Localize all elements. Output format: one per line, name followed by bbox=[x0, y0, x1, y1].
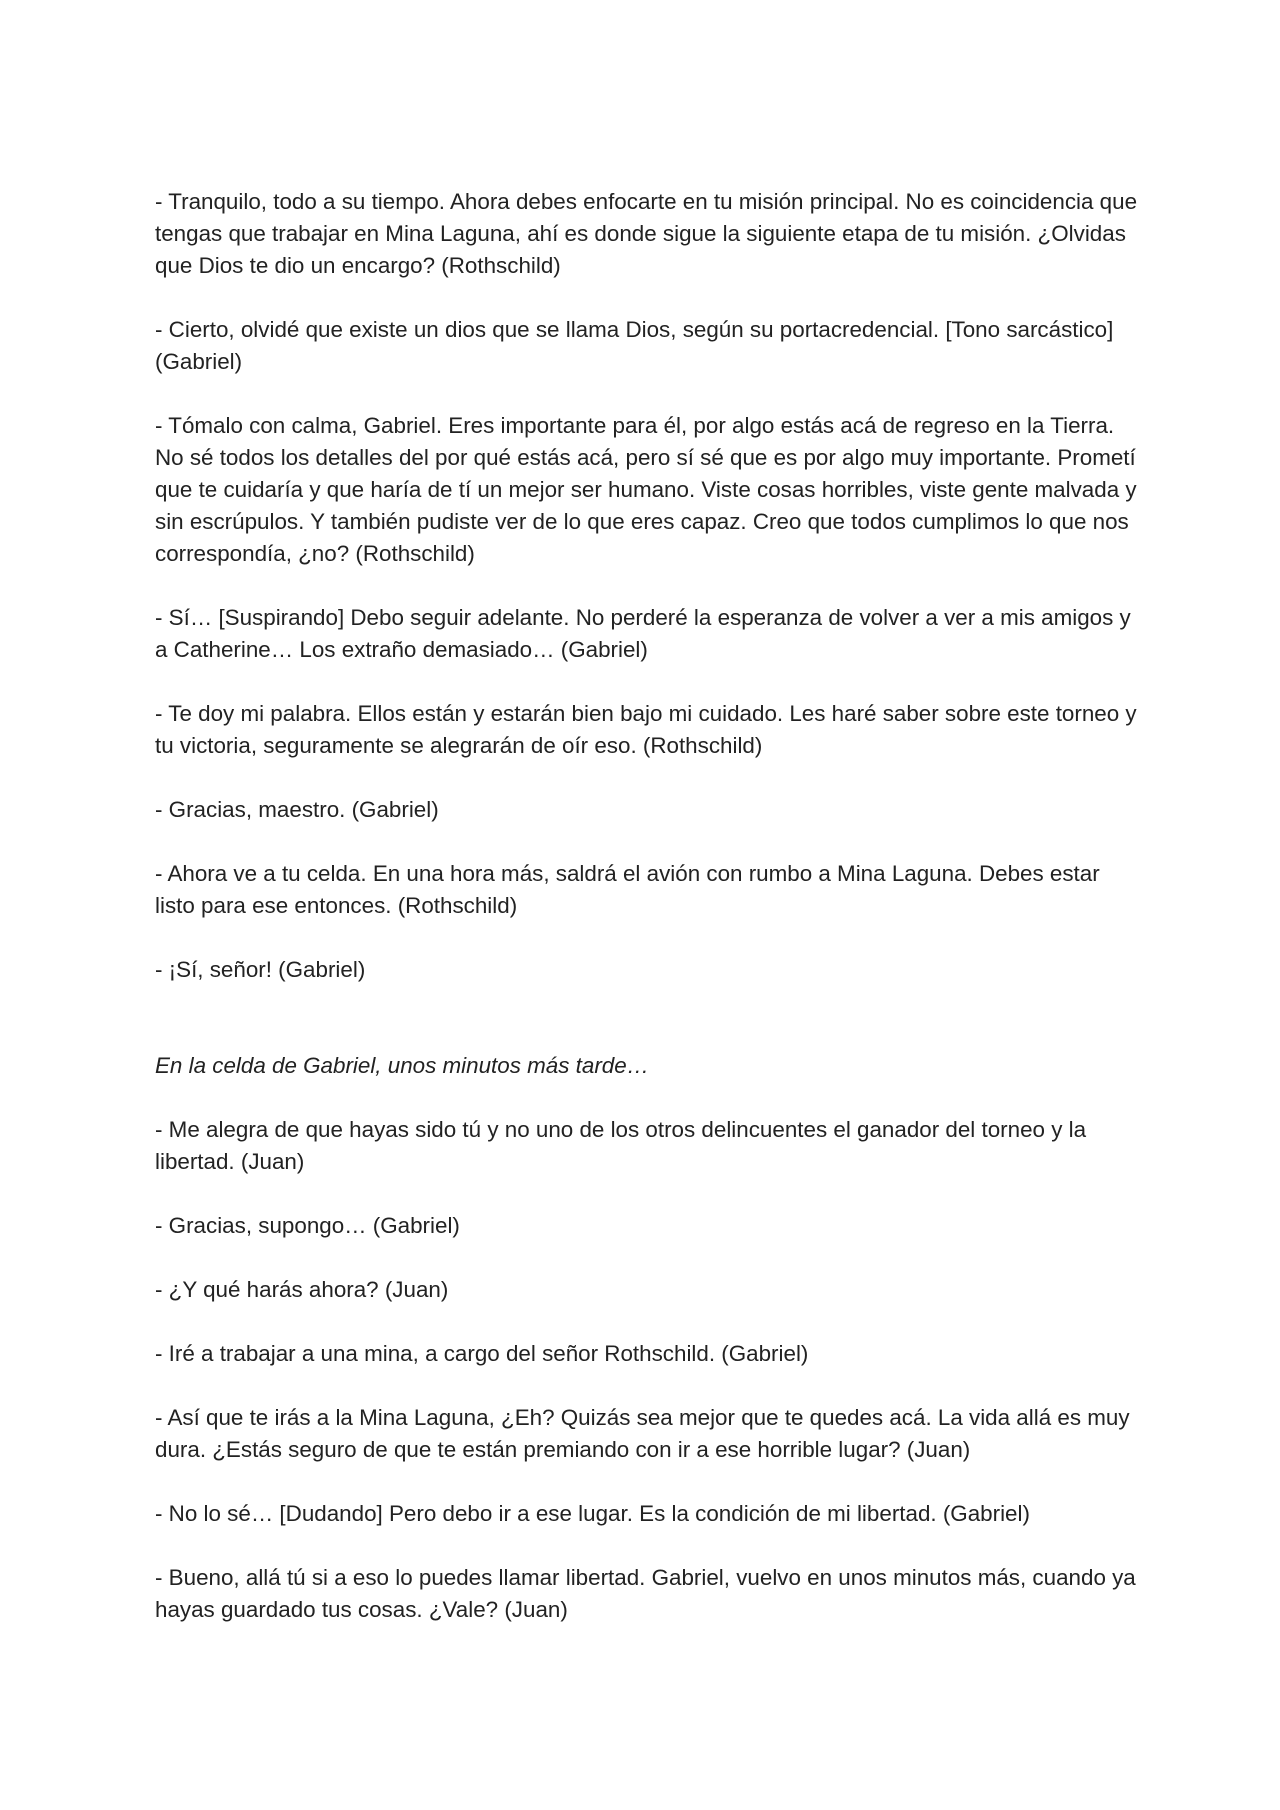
blank-line bbox=[155, 1018, 1145, 1050]
dialogue-paragraph: - Así que te irás a la Mina Laguna, ¿Eh? Quizás sea mejor que te quedes acá. La vida allá es muy dura. ¿Estás seguro de que te están premiando con ir a ese horrible lugar? (Juan) bbox=[155, 1405, 1130, 1462]
scene-heading: En la celda de Gabriel, unos minutos más tarde… bbox=[155, 1053, 650, 1078]
dialogue-paragraph: - No lo sé… [Dudando] Pero debo ir a ese lugar. Es la condición de mi libertad. (Gabriel) bbox=[155, 1501, 1030, 1526]
dialogue-paragraph: - ¿Y qué harás ahora? (Juan) bbox=[155, 1277, 449, 1302]
dialogue-paragraph: - Cierto, olvidé que existe un dios que se llama Dios, según su portacredencial. [Tono sarcástico] (Gabriel) bbox=[155, 317, 1114, 374]
document-page bbox=[155, 186, 1145, 1658]
dialogue-paragraph: - Me alegra de que hayas sido tú y no uno de los otros delincuentes el ganador del torneo y la libertad. (Juan) bbox=[155, 1117, 1087, 1174]
dialogue-paragraph: - Tranquilo, todo a su tiempo. Ahora debes enfocarte en tu misión principal. No es coincidencia que tengas que trabajar en Mina Laguna, ahí es donde sigue la siguiente etapa de tu misión. ¿Olvidas que Dios te dio un encargo? (Rothschild) bbox=[155, 189, 1138, 278]
dialogue-paragraph: - ¡Sí, señor! (Gabriel) bbox=[155, 957, 366, 982]
dialogue-paragraph: - Bueno, allá tú si a eso lo puedes llamar libertad. Gabriel, vuelvo en unos minutos más, cuando ya hayas guardado tus cosas. ¿Vale? (Juan) bbox=[155, 1565, 1136, 1622]
dialogue-paragraph: - Iré a trabajar a una mina, a cargo del señor Rothschild. (Gabriel) bbox=[155, 1341, 809, 1366]
dialogue-paragraph: - Gracias, maestro. (Gabriel) bbox=[155, 797, 439, 822]
dialogue-paragraph: - Ahora ve a tu celda. En una hora más, saldrá el avión con rumbo a Mina Laguna. Debes estar listo para ese entonces. (Rothschild) bbox=[155, 861, 1100, 918]
dialogue-paragraph: - Te doy mi palabra. Ellos están y estarán bien bajo mi cuidado. Les haré saber sobre este torneo y tu victoria, seguramente se alegrarán de oír eso. (Rothschild) bbox=[155, 701, 1137, 758]
dialogue-paragraph: - Tómalo con calma, Gabriel. Eres importante para él, por algo estás acá de regreso en la Tierra. No sé todos los detalles del por qué estás acá, pero sí sé que es por algo muy importante. Prometí que te cuidaría y que haría de tí un mejor ser humano. Viste cosas horribles, viste gente malvada y sin escrúpulos. Y también pudiste ver de lo que eres capaz. Creo que todos cumplimos lo que nos correspondía, ¿no? (Rothschild) bbox=[155, 413, 1137, 566]
dialogue-paragraph: - Sí… [Suspirando] Debo seguir adelante. No perderé la esperanza de volver a ver a mis amigos y a Catherine… Los extraño demasiado… (Gabriel) bbox=[155, 605, 1131, 662]
dialogue-paragraph: - Gracias, supongo… (Gabriel) bbox=[155, 1213, 460, 1238]
